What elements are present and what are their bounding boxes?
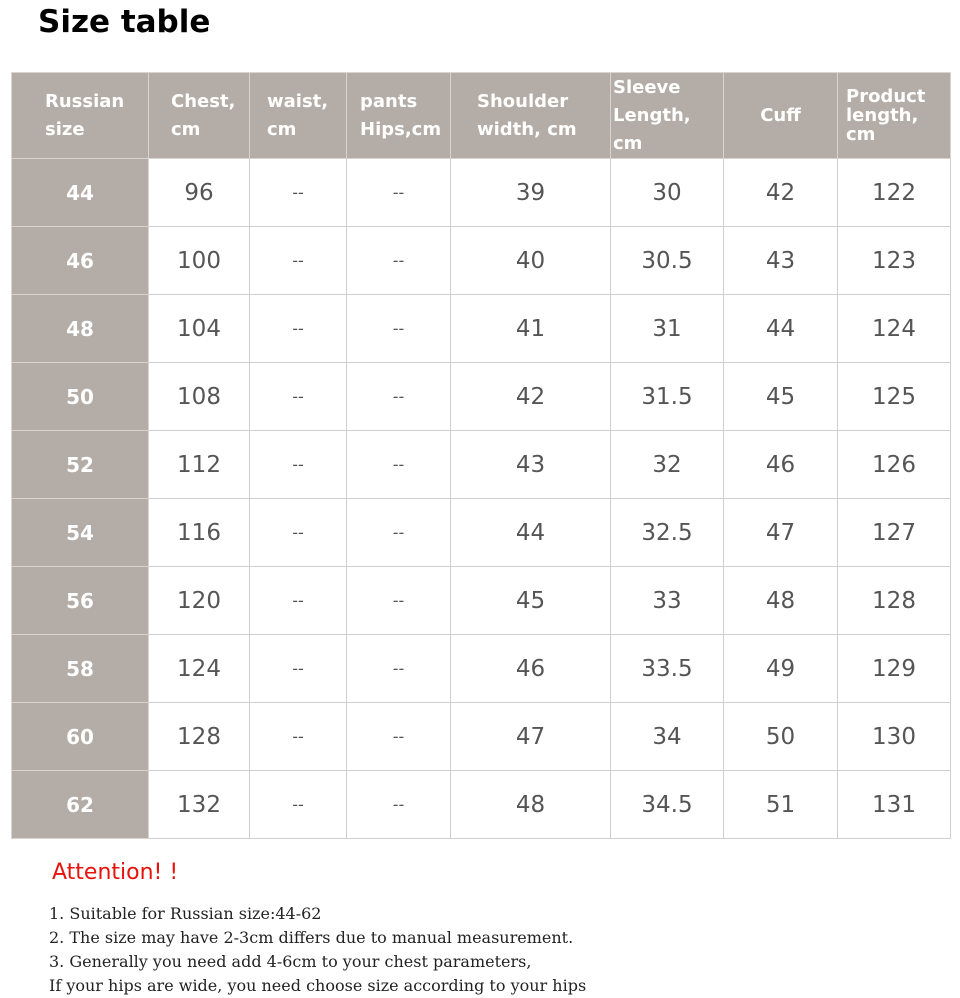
waist-cell: -- <box>250 363 347 431</box>
sleeve-cell: 30.5 <box>611 227 724 295</box>
cuff-cell: 49 <box>724 635 838 703</box>
length-cell: 123 <box>838 227 951 295</box>
chest-cell: 112 <box>149 431 250 499</box>
shoulder-cell: 40 <box>451 227 611 295</box>
hips-cell: -- <box>347 703 451 771</box>
shoulder-cell: 48 <box>451 771 611 839</box>
header-waist: waist, cm <box>250 73 347 159</box>
hips-cell: -- <box>347 295 451 363</box>
table-row <box>12 363 951 431</box>
cuff-cell: 47 <box>724 499 838 567</box>
shoulder-cell: 45 <box>451 567 611 635</box>
waist-cell: -- <box>250 227 347 295</box>
sleeve-cell: 31.5 <box>611 363 724 431</box>
table-row <box>12 431 951 499</box>
attention-heading: Attention! ! <box>52 860 179 885</box>
chest-cell: 104 <box>149 295 250 363</box>
chest-cell: 132 <box>149 771 250 839</box>
cuff-cell: 46 <box>724 431 838 499</box>
header-hips: pants Hips,cm <box>347 73 451 159</box>
chest-cell: 100 <box>149 227 250 295</box>
sleeve-cell: 34.5 <box>611 771 724 839</box>
cuff-cell: 48 <box>724 567 838 635</box>
table-row <box>12 635 951 703</box>
waist-cell: -- <box>250 635 347 703</box>
note-item: If your hips are wide, you need choose size according to your hips <box>49 976 587 995</box>
cuff-cell: 45 <box>724 363 838 431</box>
size-cell: 58 <box>12 635 149 703</box>
chest-cell: 120 <box>149 567 250 635</box>
size-cell: 60 <box>12 703 149 771</box>
waist-cell: -- <box>250 771 347 839</box>
sleeve-cell: 33 <box>611 567 724 635</box>
sleeve-cell: 31 <box>611 295 724 363</box>
length-cell: 130 <box>838 703 951 771</box>
hips-cell: -- <box>347 227 451 295</box>
waist-cell: -- <box>250 499 347 567</box>
cuff-cell: 51 <box>724 771 838 839</box>
page-title: Size table <box>38 4 211 40</box>
shoulder-cell: 47 <box>451 703 611 771</box>
waist-cell: -- <box>250 295 347 363</box>
note-item: 1. Suitable for Russian size:44-62 <box>49 904 322 923</box>
cuff-cell: 44 <box>724 295 838 363</box>
hips-cell: -- <box>347 635 451 703</box>
chest-cell: 96 <box>149 159 250 227</box>
shoulder-cell: 46 <box>451 635 611 703</box>
waist-cell: -- <box>250 159 347 227</box>
length-cell: 129 <box>838 635 951 703</box>
size-cell: 50 <box>12 363 149 431</box>
waist-cell: -- <box>250 703 347 771</box>
table-row <box>12 159 951 227</box>
sleeve-cell: 34 <box>611 703 724 771</box>
chest-cell: 124 <box>149 635 250 703</box>
cuff-cell: 43 <box>724 227 838 295</box>
header-cuff: Cuff <box>724 73 838 159</box>
notes-list <box>49 902 586 998</box>
table-row <box>12 703 951 771</box>
cuff-cell: 50 <box>724 703 838 771</box>
chest-cell: 128 <box>149 703 250 771</box>
note-item: 3. Generally you need add 4-6cm to your chest parameters, <box>49 952 532 971</box>
length-cell: 126 <box>838 431 951 499</box>
header-sleeve: Sleeve Length, cm <box>611 73 724 159</box>
hips-cell: -- <box>347 363 451 431</box>
waist-cell: -- <box>250 431 347 499</box>
hips-cell: -- <box>347 567 451 635</box>
sleeve-cell: 32 <box>611 431 724 499</box>
length-cell: 125 <box>838 363 951 431</box>
size-cell: 54 <box>12 499 149 567</box>
header-russian-size: Russian size <box>12 73 149 159</box>
length-cell: 122 <box>838 159 951 227</box>
hips-cell: -- <box>347 431 451 499</box>
waist-cell: -- <box>250 567 347 635</box>
size-table <box>11 72 951 839</box>
cuff-cell: 42 <box>724 159 838 227</box>
sleeve-cell: 30 <box>611 159 724 227</box>
length-cell: 124 <box>838 295 951 363</box>
header-chest: Chest, cm <box>149 73 250 159</box>
shoulder-cell: 43 <box>451 431 611 499</box>
table-row <box>12 227 951 295</box>
table-row <box>12 567 951 635</box>
chest-cell: 108 <box>149 363 250 431</box>
table-row <box>12 499 951 567</box>
table-header-row <box>12 73 951 159</box>
size-cell: 48 <box>12 295 149 363</box>
hips-cell: -- <box>347 159 451 227</box>
header-shoulder: Shoulder width, cm <box>451 73 611 159</box>
hips-cell: -- <box>347 499 451 567</box>
size-cell: 46 <box>12 227 149 295</box>
header-product-length: Product length, cm <box>838 73 951 159</box>
shoulder-cell: 42 <box>451 363 611 431</box>
size-cell: 62 <box>12 771 149 839</box>
sleeve-cell: 33.5 <box>611 635 724 703</box>
chest-cell: 116 <box>149 499 250 567</box>
length-cell: 128 <box>838 567 951 635</box>
length-cell: 127 <box>838 499 951 567</box>
note-item: 2. The size may have 2-3cm differs due to manual measurement. <box>49 928 574 947</box>
shoulder-cell: 39 <box>451 159 611 227</box>
table-row <box>12 771 951 839</box>
sleeve-cell: 32.5 <box>611 499 724 567</box>
shoulder-cell: 41 <box>451 295 611 363</box>
table-row <box>12 295 951 363</box>
size-cell: 56 <box>12 567 149 635</box>
size-cell: 52 <box>12 431 149 499</box>
length-cell: 131 <box>838 771 951 839</box>
hips-cell: -- <box>347 771 451 839</box>
shoulder-cell: 44 <box>451 499 611 567</box>
size-cell: 44 <box>12 159 149 227</box>
